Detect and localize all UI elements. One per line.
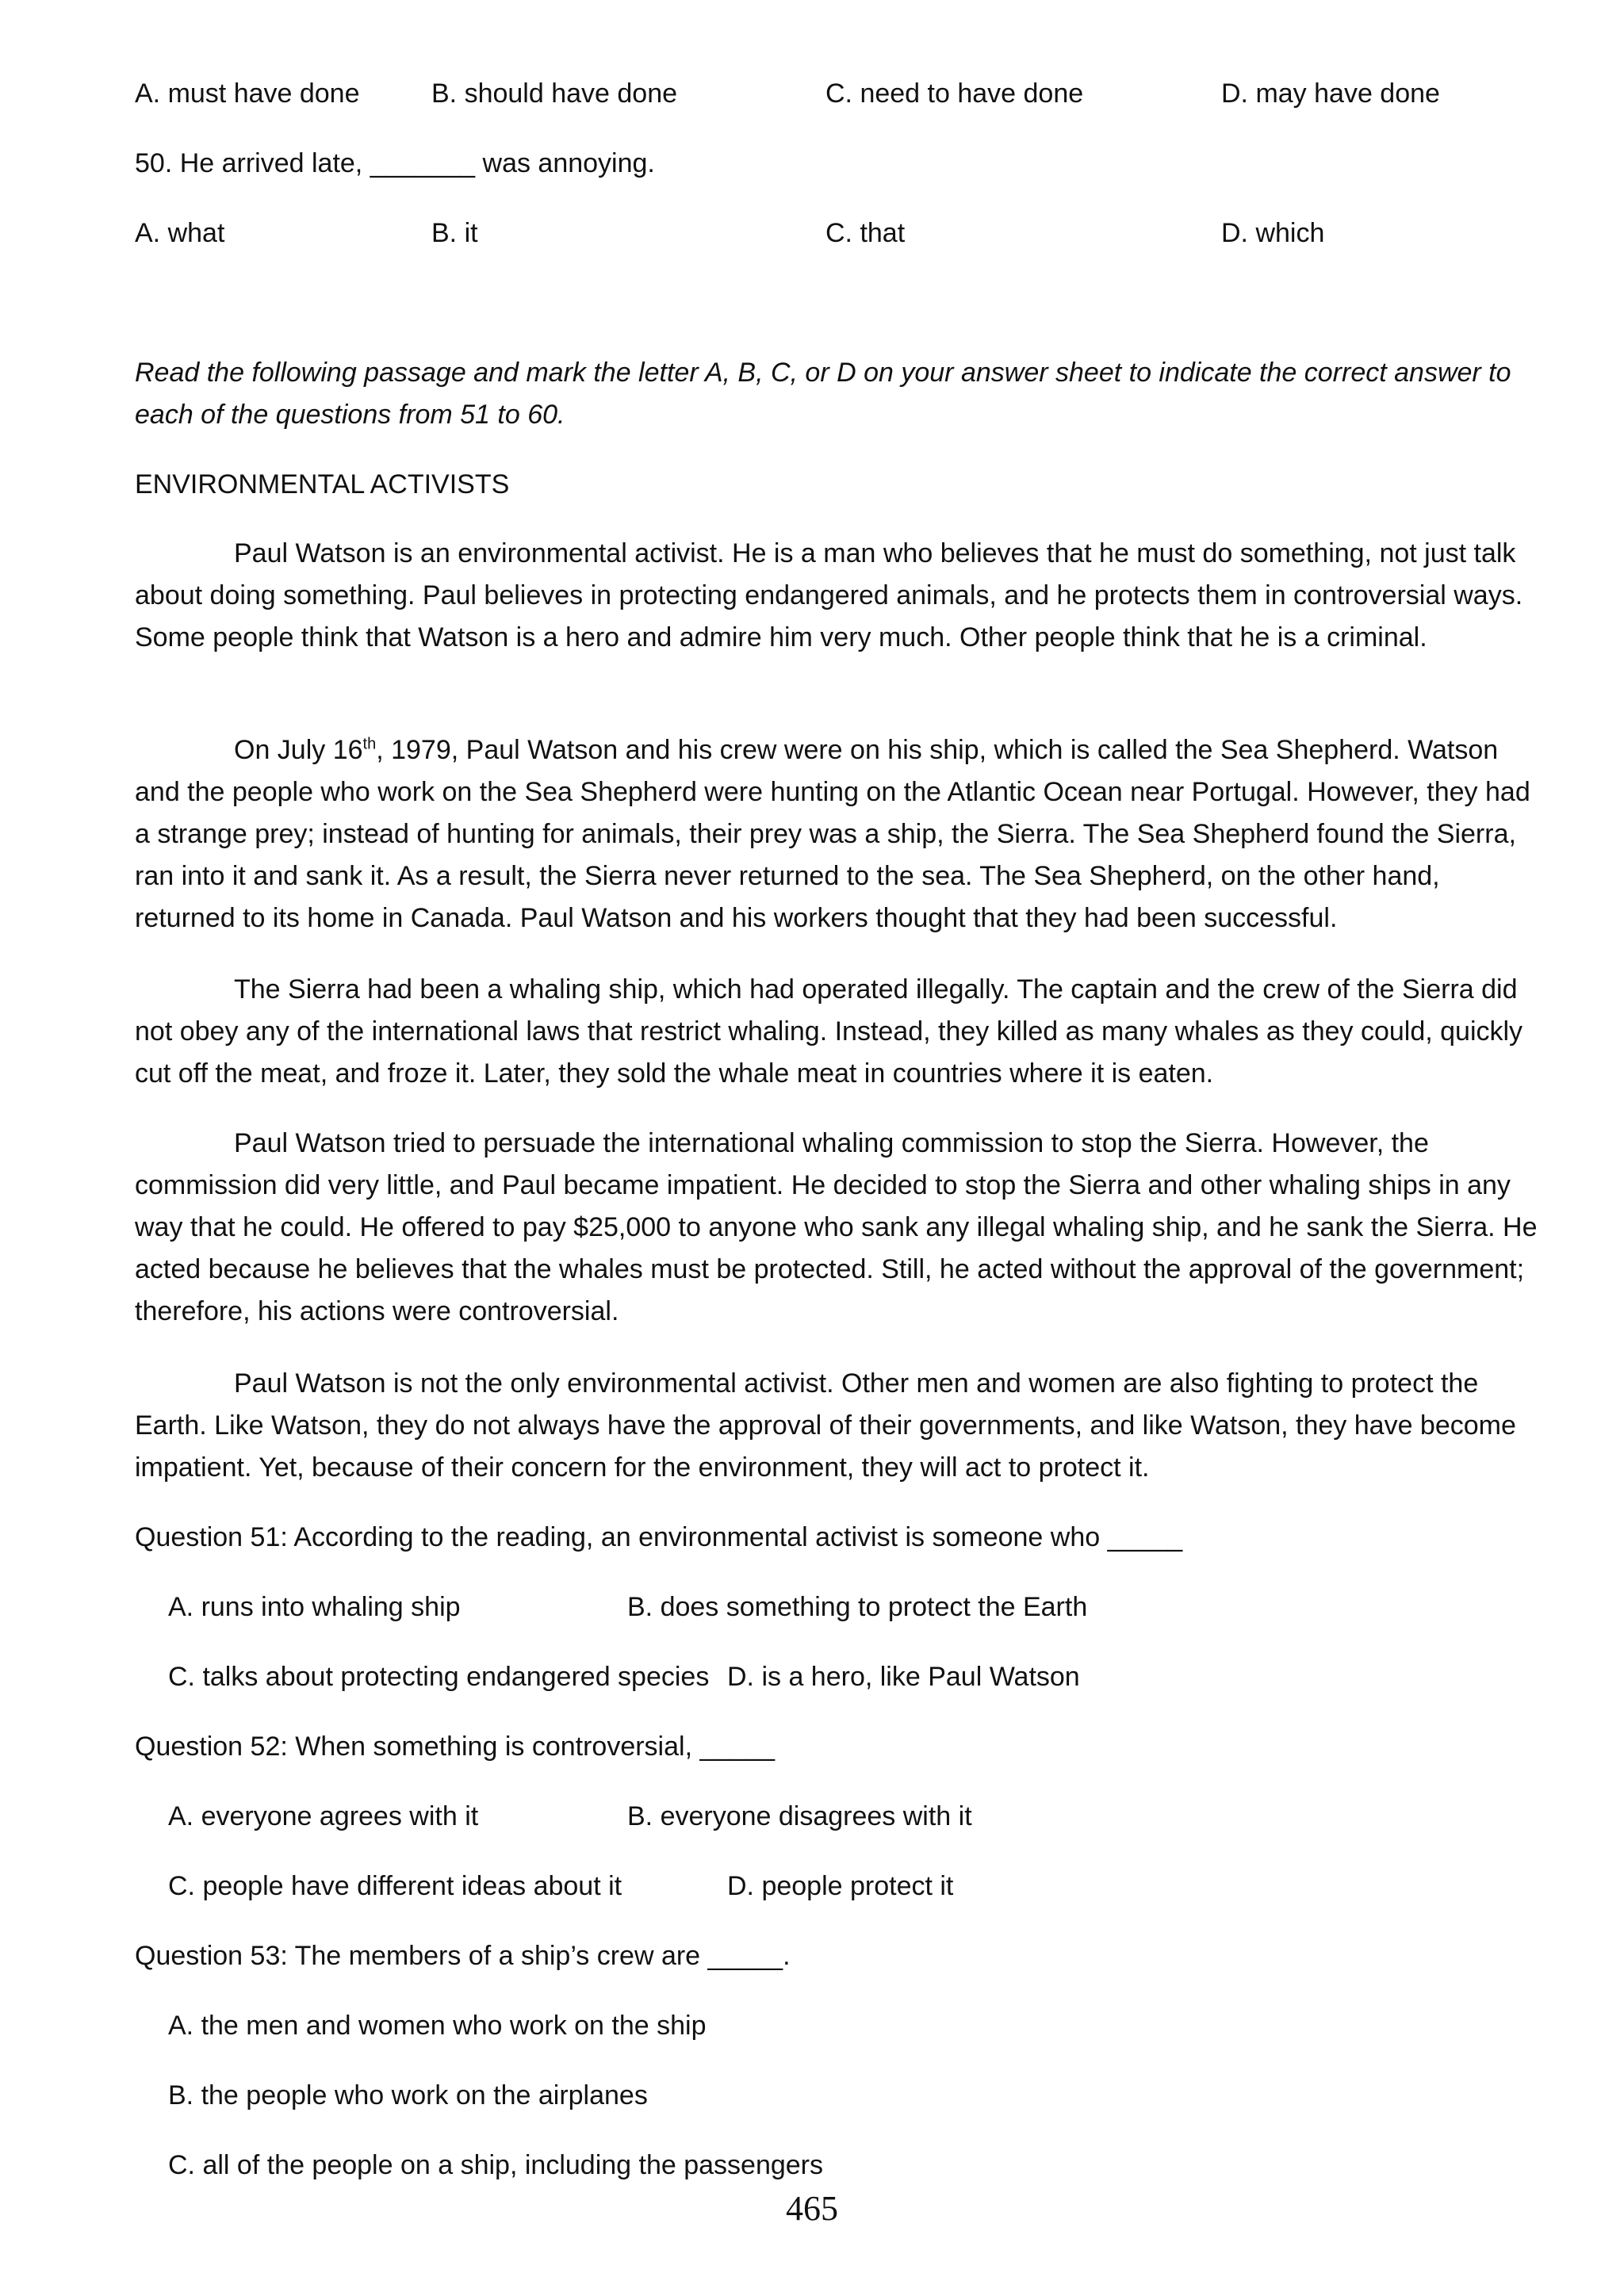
q49-option-c: C. need to have done (825, 78, 1084, 109)
q51-option-c: C. talks about protecting endangered species (168, 1662, 710, 1692)
passage-paragraph-2 (135, 729, 1538, 939)
q53-option-b: B. the people who work on the airplanes (168, 2080, 648, 2110)
q50-option-b: B. it (431, 218, 478, 248)
q52-stem: Question 52: When something is controversial, _____ (135, 1732, 776, 1762)
q53-stem: Question 53: The members of a ship’s crew are _____. (135, 1941, 791, 1971)
q50-option-c: C. that (825, 218, 906, 248)
page-number: 465 (786, 2189, 838, 2228)
passage-paragraph-1: Paul Watson is an environmental activist. He is a man who believes that he must do something, not just talk about doing something. Paul believes in protecting endangered animals, and he protects them in controversial ways. Some people think that Watson is a hero and admire him very much. Other people think that he is a criminal. (135, 538, 1523, 652)
q52-option-a: A. everyone agrees with it (168, 1801, 479, 1831)
paragraph-2-date: On July 16 (234, 735, 363, 765)
paragraph-2-body: , 1979, Paul Watson and his crew were on his ship, which is called the Sea Shepherd. Watson and the people who work on the Sea Shepherd were hunting on the Atlantic Ocean near Portugal. However, they had a strange prey; instead of hunting for animals, their prey was a ship, the Sierra. The Sea Shepherd found the Sierra, ran into it and sank it. As a result, the Sierra never returned to the sea. The Sea Shepherd, on the other hand, returned to its home in Canada. Paul Watson and his workers thought that they had been successful. (135, 735, 1530, 933)
passage-paragraph-4: Paul Watson tried to persuade the international whaling commission to stop the Sierra. However, the commission did very little, and Paul became impatient. He decided to stop the Sierra and other whaling ships in any way that he could. He offered to pay $25,000 to anyone who sank any illegal whaling ship, and he sank the Sierra. He acted because he believes that the whales must be protected. Still, he acted without the approval of the government; therefore, his actions were controversial. (135, 1128, 1538, 1326)
q49-option-b: B. should have done (431, 78, 678, 109)
q51-option-b: B. does something to protect the Earth (627, 1592, 1088, 1622)
q53-option-c: C. all of the people on a ship, including the passengers (168, 2150, 823, 2180)
q52-option-d: D. people protect it (727, 1871, 954, 1901)
q50-option-a: A. what (135, 218, 225, 248)
passage-paragraph-5: Paul Watson is not the only environmental activist. Other men and women are also fighting to protect the Earth. Like Watson, they do not always have the approval of their governments, and like Watson, they have become impatient. Yet, because of their concern for the environment, they will act to protect it. (135, 1368, 1516, 1483)
q51-option-d: D. is a hero, like Paul Watson (727, 1662, 1080, 1692)
passage-paragraph-3: The Sierra had been a whaling ship, which had operated illegally. The captain and the crew of the Sierra did not obey any of the international laws that restrict whaling. Instead, they killed as many whales as they could, quickly cut off the meat, and froze it. Later, they sold the whale meat in countries where it is eaten. (135, 974, 1523, 1089)
q51-stem: Question 51: According to the reading, an environmental activist is someone who _____ (135, 1522, 1183, 1552)
q50-option-d: D. which (1221, 218, 1325, 248)
reading-instruction: Read the following passage and mark the letter A, B, C, or D on your answer sheet to indicate the correct answer to each of the questions from 51 to 60. (135, 358, 1511, 430)
date-ordinal-suffix: th (362, 735, 377, 753)
q49-option-d: D. may have done (1221, 78, 1440, 109)
q53-option-a: A. the men and women who work on the ship (168, 2011, 707, 2041)
q52-option-c: C. people have different ideas about it (168, 1871, 622, 1901)
q49-options (135, 73, 1538, 115)
q49-option-a: A. must have done (135, 78, 360, 109)
q52-option-b: B. everyone disagrees with it (627, 1801, 972, 1831)
q50-stem: 50. He arrived late, _______ was annoying. (135, 148, 655, 178)
passage-title: ENVIRONMENTAL ACTIVISTS (135, 469, 510, 499)
q51-option-a: A. runs into whaling ship (168, 1592, 461, 1622)
q50-options (135, 212, 1538, 254)
